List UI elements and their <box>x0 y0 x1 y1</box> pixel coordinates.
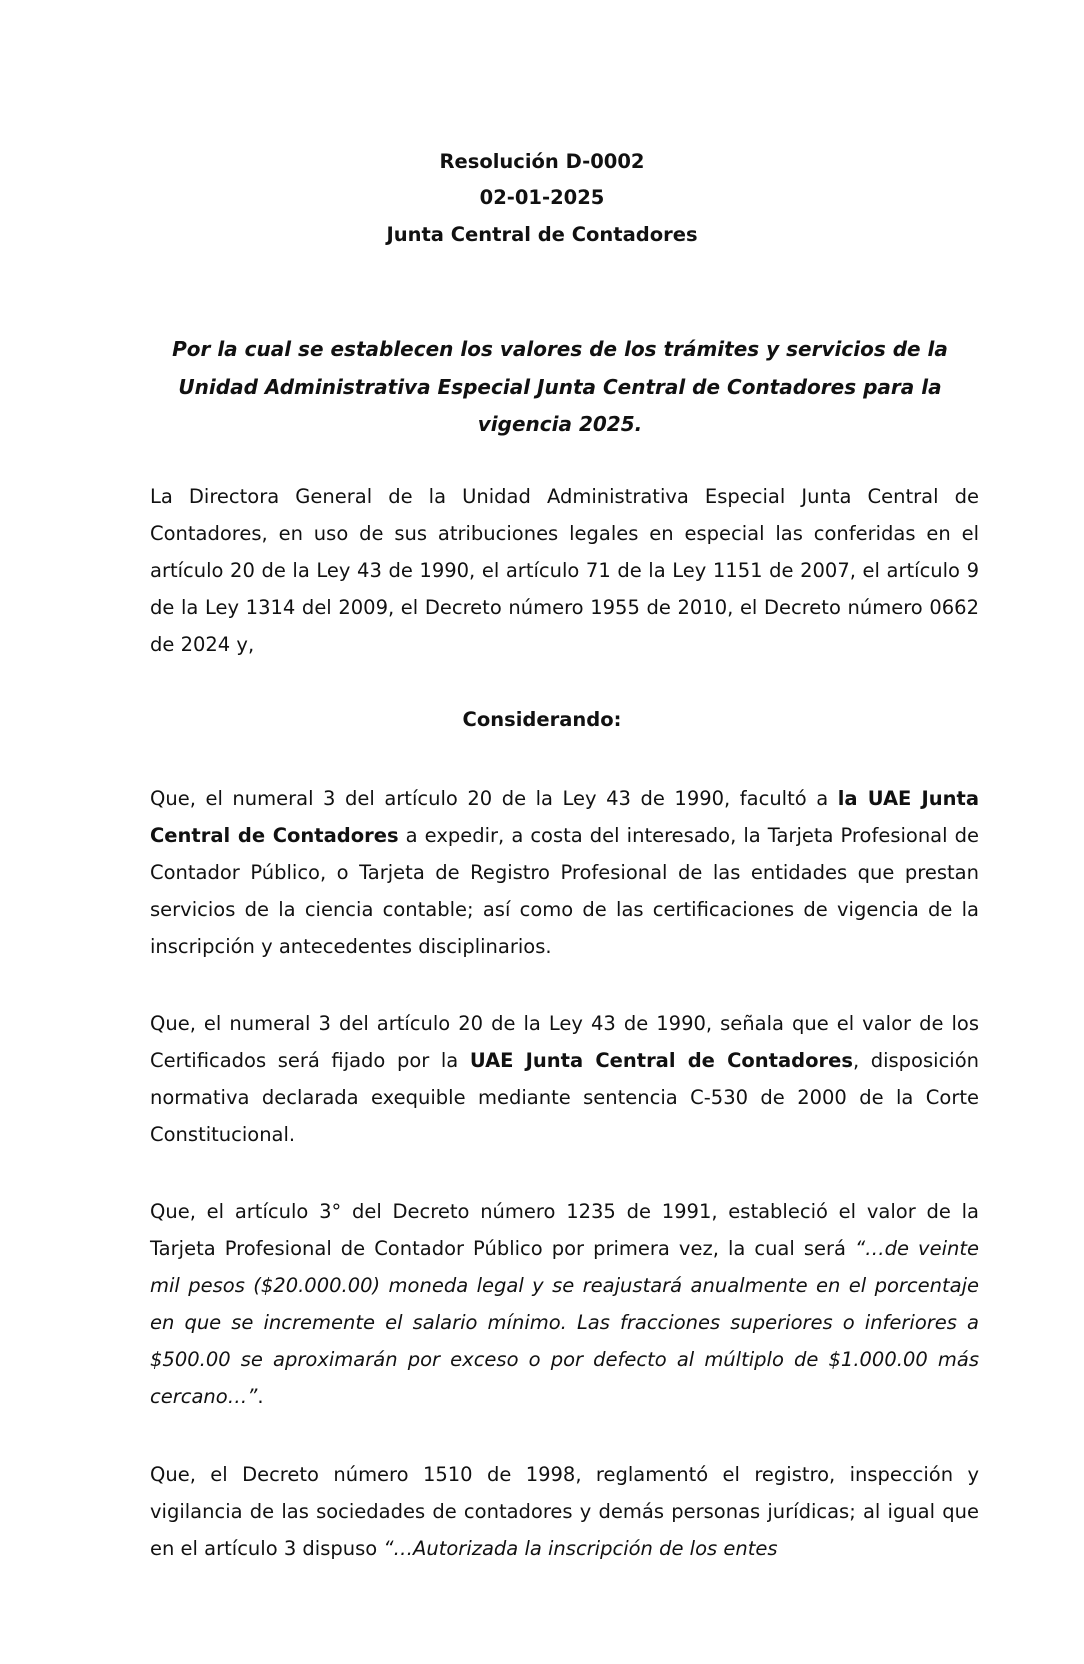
paragraph-text: Que, el numeral 3 del artículo 20 de la Ley 43 de 1990, señala que el valor de los Certificados será fijado por la <box>150 1012 979 1072</box>
considerando-heading: Considerando: <box>462 708 622 731</box>
resolution-date: 02-01-2025 <box>479 186 605 209</box>
resolution-subject: Por la cual se establecen los valores de los trámites y servicios de la Unidad Administrativa Especial Junta Central de Contadores para la vigencia 2025. <box>172 337 948 436</box>
considerando-paragraph-2 <box>150 1005 979 1153</box>
resolution-number: Resolución D-0002 <box>439 150 645 173</box>
considerando-paragraph-4 <box>150 1456 979 1567</box>
quoted-decree-text: “…de veinte mil pesos ($20.000.00) moneda legal y se reajustará anualmente en el porcentaje en que se incremente el salario mínimo. Las fracciones superiores o inferiores a $500.00 se aproximarán por exceso o por defecto al múltiplo de $1.000.00 más cercano…” <box>150 1237 979 1408</box>
quoted-decree-text: “…Autorizada la inscripción de los entes <box>383 1537 778 1560</box>
considerando-paragraph-3 <box>150 1193 979 1415</box>
considerando-paragraph-1 <box>150 780 979 965</box>
intro-paragraph: La Directora General de la Unidad Administrativa Especial Junta Central de Contadores, en uso de sus atribuciones legales en especial las conferidas en el artículo 20 de la Ley 43 de 1990, el artículo 71 de la Ley 1151 de 2007, el artículo 9 de la Ley 1314 del 2009, el Decreto número 1955 de 2010, el Decreto número 0662 de 2024 y, <box>150 485 979 656</box>
paragraph-text: . <box>257 1385 264 1408</box>
paragraph-text: , disposición normativa declarada exequible mediante sentencia C-530 de 2000 de la Corte Constitucional. <box>150 1049 979 1146</box>
paragraph-text: a expedir, a costa del interesado, la Tarjeta Profesional de Contador Público, o Tarjeta de Registro Profesional de las entidades que prestan servicios de la ciencia contable; así como de las certificaciones de vigencia de la inscripción y antecedentes disciplinarios. <box>150 824 979 958</box>
issuing-entity: Junta Central de Contadores <box>386 223 698 246</box>
paragraph-text: Que, el artículo 3° del Decreto número 1235 de 1991, estableció el valor de la Tarjeta Profesional de Contador Público por primera vez, la cual será <box>150 1200 979 1260</box>
bold-entity-name: la UAE Junta Central de Contadores <box>150 787 979 847</box>
paragraph-text: Que, el Decreto número 1510 de 1998, reglamentó el registro, inspección y vigilancia de las sociedades de contadores y demás personas jurídicas; al igual que en el artículo 3 dispuso <box>150 1463 979 1560</box>
paragraph-text: Que, el numeral 3 del artículo 20 de la Ley 43 de 1990, facultó a <box>150 787 838 810</box>
bold-entity-name: UAE Junta Central de Contadores <box>469 1049 853 1072</box>
